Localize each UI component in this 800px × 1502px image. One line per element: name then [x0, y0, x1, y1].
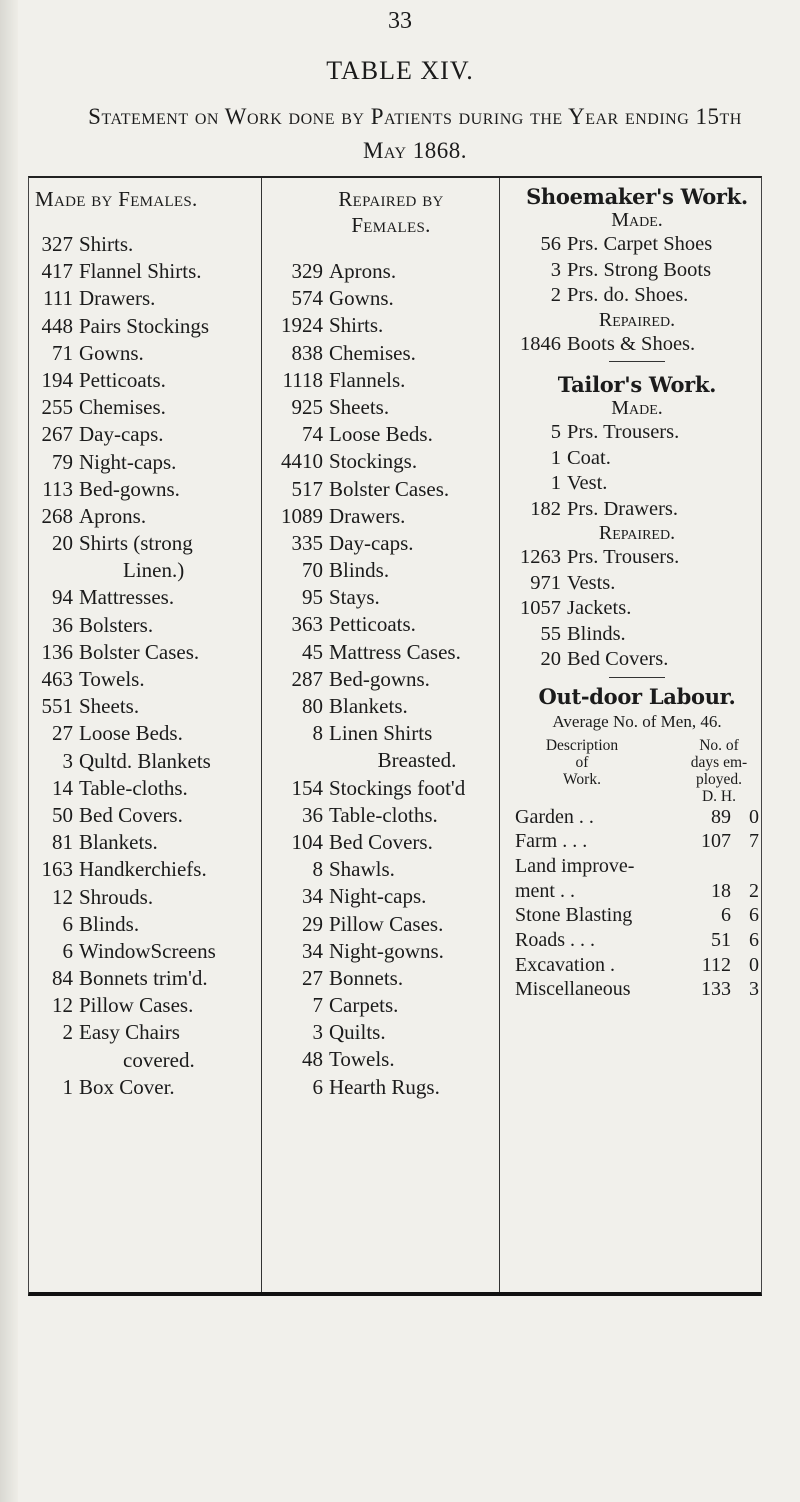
list-item: [277, 312, 505, 339]
list-item: [35, 340, 267, 367]
item-count: 417: [41, 259, 73, 284]
list-item: [35, 1047, 267, 1074]
item-description: Loose Beds.: [79, 721, 183, 746]
shoemaker-heading: Shoemaker's Work.: [526, 184, 748, 209]
item-count: 111: [43, 286, 73, 311]
item-count: 255: [41, 395, 73, 420]
item-description: Handkerchiefs.: [79, 857, 207, 882]
list-item: [277, 557, 505, 584]
hours-value: 0: [749, 953, 759, 976]
item-count: 20: [540, 648, 561, 670]
shoemaker-made-label: Made.: [611, 209, 663, 231]
tailor-repaired-label: Repaired.: [598, 522, 676, 544]
repaired-by-females-column: [277, 178, 505, 1099]
list-item: [277, 911, 505, 938]
list-item: [35, 1019, 267, 1046]
tailor-made-label: Made.: [611, 397, 663, 419]
item-description: Table-cloths.: [329, 802, 438, 827]
list-item: [277, 611, 505, 638]
work-description: Garden . .: [515, 805, 594, 828]
item-count: 36: [52, 612, 73, 637]
item-count: 70: [302, 558, 323, 583]
item-description: Stays.: [329, 585, 380, 610]
item-description: WindowScreens: [79, 938, 216, 963]
item-count: 327: [41, 232, 73, 256]
list-item: [35, 612, 267, 639]
work-description: Excavation .: [515, 953, 615, 976]
item-count: 287: [291, 666, 323, 691]
table-row: [515, 977, 759, 1002]
item-count: 2: [550, 284, 561, 306]
work-description: ment . .: [515, 879, 575, 902]
list-item: [515, 545, 759, 571]
list-item: [515, 647, 759, 673]
item-description: Blinds.: [329, 558, 390, 583]
item-description: Shirts.: [79, 232, 134, 256]
hours-value: 6: [749, 904, 759, 927]
item-count: 8: [312, 857, 323, 882]
item-description: Bed Covers.: [329, 829, 433, 854]
item-description: Stockings foot'd: [329, 775, 466, 800]
trades-column: [515, 178, 759, 1002]
item-count: 335: [291, 530, 323, 555]
item-count: 81: [52, 830, 73, 855]
item-count: 94: [52, 585, 73, 610]
list-item: [515, 420, 759, 446]
list-item: [35, 231, 267, 258]
item-count: 36: [302, 802, 323, 827]
list-item: [277, 1019, 505, 1046]
item-description: Night-caps.: [79, 449, 177, 474]
item-count: 7: [312, 993, 323, 1018]
hours-value: 6: [749, 928, 759, 951]
list-item: [35, 1074, 267, 1101]
item-description: Coat.: [567, 446, 611, 469]
list-item: [515, 622, 759, 648]
item-description: Shirts.: [329, 313, 384, 338]
table-title: TABLE XIV.: [326, 56, 474, 85]
item-count: 50: [52, 802, 73, 827]
item-count: 971: [530, 571, 561, 594]
list-item: [35, 666, 267, 693]
item-description: Table-cloths.: [79, 775, 188, 800]
item-description: Petticoats.: [79, 367, 166, 392]
list-item: [277, 693, 505, 720]
list-item: [277, 421, 505, 448]
item-description: Box Cover.: [79, 1074, 175, 1099]
table-row: [515, 903, 759, 928]
item-description: Bolster Cases.: [329, 476, 450, 501]
list-item: [277, 285, 505, 312]
hours-value: 2: [749, 879, 759, 902]
list-item: [277, 503, 505, 530]
item-description: Day-caps.: [79, 422, 164, 447]
list-item: [35, 965, 267, 992]
item-count: 3: [62, 748, 73, 773]
list-item: [277, 856, 505, 883]
item-description: Bed-gowns.: [329, 666, 430, 691]
list-item: [35, 829, 267, 856]
made-by-females-list: [35, 231, 267, 1101]
list-item: [277, 829, 505, 856]
item-description: Blankets.: [79, 830, 158, 855]
list-item: [515, 232, 759, 258]
item-count: 27: [302, 965, 323, 990]
made-by-females-column: [35, 178, 267, 1099]
item-count: 6: [62, 938, 73, 963]
list-item: [277, 965, 505, 992]
table-row: [515, 805, 759, 830]
list-item: [35, 720, 267, 747]
item-count: 268: [41, 503, 73, 528]
item-description: Blankets.: [329, 694, 408, 718]
item-description: Mattresses.: [79, 585, 175, 610]
item-count: 55: [540, 622, 561, 645]
days-header-line-3: ployed.: [695, 770, 743, 788]
item-count: 45: [302, 639, 323, 664]
item-description: Mattress Cases.: [329, 639, 461, 664]
list-item: [515, 596, 759, 622]
item-count: 71: [52, 340, 73, 365]
list-item: [277, 666, 505, 693]
item-description: Boots & Shoes.: [567, 332, 696, 355]
item-count: 34: [302, 884, 323, 909]
work-description: Roads . . .: [515, 928, 595, 951]
table-row: [515, 953, 759, 978]
item-count: 925: [291, 394, 323, 419]
shoemaker-repaired-label: Repaired.: [598, 308, 676, 331]
description-header: [515, 737, 679, 805]
table-row: [515, 829, 759, 854]
list-item: [277, 367, 505, 394]
item-description: Chemises.: [329, 340, 416, 365]
item-description: Breasted.: [377, 748, 457, 773]
table-row: [515, 879, 759, 904]
days-header: [679, 737, 759, 805]
days-hours-header: D. H.: [701, 787, 736, 805]
item-count: 104: [291, 829, 323, 854]
item-description: Linen.): [123, 558, 185, 583]
item-count: 34: [302, 938, 323, 963]
section-rule: [609, 677, 665, 678]
item-count: [35, 557, 79, 584]
statement-table: [28, 176, 762, 1296]
item-count: 551: [41, 694, 73, 719]
item-count: 6: [62, 911, 73, 936]
hours-value: 7: [749, 830, 759, 853]
item-description: Chemises.: [79, 395, 166, 420]
outdoor-table-header: [515, 737, 759, 805]
item-count: 29: [302, 911, 323, 936]
list-item: [35, 530, 267, 557]
list-item: [35, 884, 267, 911]
item-description: Linen Shirts: [329, 721, 433, 746]
list-item: [35, 992, 267, 1019]
item-count: [277, 747, 329, 774]
work-description: Land improve-: [515, 854, 635, 877]
item-description: Drawers.: [329, 503, 406, 528]
list-item: [515, 283, 759, 309]
description-header-line-1: Description: [545, 736, 619, 754]
item-count: 2: [62, 1020, 73, 1045]
item-description: Aprons.: [79, 503, 147, 528]
list-item: [277, 775, 505, 802]
work-description: Stone Blasting: [515, 904, 633, 927]
list-item: [277, 747, 505, 774]
page-number: 33: [388, 8, 412, 34]
item-count: 194: [41, 367, 73, 392]
list-item: [277, 584, 505, 611]
item-description: Aprons.: [329, 259, 397, 283]
item-count: 1118: [282, 367, 323, 392]
list-item: [35, 285, 267, 312]
item-count: 12: [52, 884, 73, 909]
list-item: [35, 639, 267, 666]
list-item: [277, 258, 505, 285]
item-description: Prs. do. Shoes.: [567, 284, 689, 306]
shoemaker-made-list: [515, 232, 759, 309]
item-description: Flannel Shirts.: [79, 259, 202, 284]
list-item: [35, 856, 267, 883]
list-item: [35, 503, 267, 530]
list-item: [35, 394, 267, 421]
list-item: [35, 693, 267, 720]
list-item: [35, 775, 267, 802]
list-item: [277, 938, 505, 965]
outdoor-average: Average No. of Men, 46.: [552, 711, 722, 731]
item-description: Petticoats.: [329, 612, 416, 637]
hours-value: 0: [749, 805, 759, 828]
item-description: Prs. Trousers.: [567, 546, 680, 568]
item-description: Vest.: [567, 472, 608, 494]
days-value: [691, 854, 731, 879]
item-description: Flannels.: [329, 367, 406, 392]
item-description: Day-caps.: [329, 530, 414, 555]
section-rule: [609, 361, 665, 362]
list-item: [277, 394, 505, 421]
list-item: [35, 938, 267, 965]
item-count: 12: [52, 993, 73, 1018]
days-value: 51: [711, 928, 731, 951]
item-count: 5: [550, 421, 561, 443]
list-item: [515, 497, 759, 523]
item-count: 267: [41, 422, 73, 447]
item-count: 20: [52, 531, 73, 556]
description-header-line-3: Work.: [563, 770, 601, 788]
item-description: Night-caps.: [329, 884, 427, 909]
item-count: 14: [52, 775, 73, 800]
hours-value: [731, 854, 759, 879]
hours-value: 3: [749, 978, 759, 1001]
item-description: Blinds.: [79, 911, 140, 936]
list-item: [277, 1074, 505, 1101]
item-count: 1: [550, 472, 561, 494]
item-count: 74: [302, 422, 323, 447]
item-description: Prs. Drawers.: [567, 497, 679, 520]
days-value: 89: [711, 805, 731, 828]
item-count: 163: [41, 857, 73, 882]
days-value: 107: [701, 830, 731, 853]
item-description: Bolster Cases.: [79, 639, 200, 664]
item-count: 113: [42, 476, 73, 501]
list-item: [35, 476, 267, 503]
list-item: [277, 1046, 505, 1073]
item-count: 56: [540, 233, 561, 255]
item-count: 1846: [520, 332, 561, 355]
tailor-heading: Tailor's Work.: [557, 372, 717, 397]
table-subtitle: Statement on Work done by Patients during the Year ending 15th May 1868.: [88, 104, 742, 163]
repaired-by-females-list: [277, 258, 505, 1101]
item-description: Shirts (strong: [79, 531, 193, 556]
days-value: 18: [711, 879, 731, 902]
item-count: 3: [550, 258, 561, 281]
item-count: 27: [52, 721, 73, 746]
list-item: [515, 332, 759, 358]
list-item: [35, 584, 267, 611]
item-count: 574: [291, 286, 323, 311]
item-description: Bed-gowns.: [79, 476, 180, 501]
item-count: 1057: [520, 597, 561, 619]
repaired-heading-line-2: Females.: [351, 213, 431, 237]
item-count: 4410: [281, 449, 323, 474]
list-item: [35, 748, 267, 775]
item-description: Bolsters.: [79, 612, 154, 637]
item-count: 1089: [281, 503, 323, 528]
list-item: [277, 720, 505, 747]
shoemaker-repaired-list: [515, 332, 759, 358]
item-description: Easy Chairs: [79, 1020, 180, 1045]
item-description: Prs. Strong Boots: [567, 258, 712, 281]
item-description: Stockings.: [329, 449, 418, 474]
table-row: [515, 854, 759, 879]
item-description: Shrouds.: [79, 884, 154, 909]
item-description: Pillow Cases.: [79, 993, 194, 1018]
list-item: [277, 883, 505, 910]
tailor-repaired-list: [515, 545, 759, 673]
item-description: Bonnets.: [329, 965, 404, 990]
page-binding-edge: [0, 0, 18, 1502]
item-count: 136: [41, 639, 73, 664]
item-description: Gowns.: [79, 340, 144, 365]
days-header-line-1: No. of: [699, 736, 739, 754]
item-description: Loose Beds.: [329, 422, 433, 447]
item-description: Sheets.: [79, 694, 140, 719]
item-description: Pillow Cases.: [329, 911, 444, 936]
list-item: [277, 340, 505, 367]
item-count: 182: [530, 497, 561, 520]
outdoor-labour-table: [515, 805, 759, 1003]
item-description: covered.: [123, 1047, 195, 1072]
outdoor-heading: Out-door Labour.: [538, 683, 736, 709]
list-item: [515, 446, 759, 472]
item-count: 1: [550, 446, 561, 469]
item-description: Sheets.: [329, 394, 390, 419]
item-description: Blinds.: [567, 622, 626, 645]
item-count: 838: [291, 340, 323, 365]
item-count: 6: [312, 1074, 323, 1099]
item-description: Bed Covers.: [79, 802, 183, 827]
item-description: Carpets.: [329, 993, 399, 1018]
repaired-by-females-heading: [277, 178, 505, 238]
item-count: 3: [312, 1020, 323, 1045]
item-count: 1: [62, 1074, 73, 1099]
item-description: Bed Covers.: [567, 648, 669, 670]
item-count: 154: [291, 775, 323, 800]
work-description: Miscellaneous: [515, 978, 631, 1001]
days-value: 6: [721, 904, 731, 927]
item-count: 95: [302, 585, 323, 610]
item-description: Hearth Rugs.: [329, 1074, 440, 1099]
table-row: [515, 928, 759, 953]
list-item: [35, 258, 267, 285]
list-item: [515, 258, 759, 284]
item-description: Night-gowns.: [329, 938, 444, 963]
item-description: Pairs Stockings: [79, 313, 210, 338]
days-value: 133: [701, 978, 731, 1001]
list-item: [35, 313, 267, 340]
item-description: Qultd. Blankets: [79, 748, 211, 773]
item-description: Quilts.: [329, 1020, 386, 1045]
item-count: 80: [302, 694, 323, 718]
item-description: Prs. Trousers.: [567, 421, 680, 443]
item-description: Towels.: [329, 1047, 395, 1072]
item-count: 48: [302, 1047, 323, 1072]
item-count: 8: [312, 721, 323, 746]
list-item: [35, 911, 267, 938]
item-description: Gowns.: [329, 286, 394, 311]
list-item: [277, 639, 505, 666]
item-count: 1263: [520, 546, 561, 568]
item-count: 84: [52, 966, 73, 991]
item-description: Towels.: [79, 667, 145, 691]
list-item: [277, 992, 505, 1019]
days-header-line-2: days em-: [690, 753, 748, 771]
item-description: Prs. Carpet Shoes: [567, 233, 713, 255]
tailor-made-list: [515, 420, 759, 522]
item-description: Jackets.: [567, 597, 632, 619]
description-header-line-2: of: [575, 753, 589, 771]
made-by-females-heading: Made by Females.: [35, 187, 198, 211]
list-item: [277, 476, 505, 503]
repaired-heading-line-1: Repaired by: [338, 187, 444, 211]
list-item: [277, 448, 505, 475]
item-count: [35, 1047, 79, 1074]
list-item: [35, 802, 267, 829]
item-count: 463: [41, 667, 73, 691]
item-count: 1924: [281, 313, 323, 338]
list-item: [35, 449, 267, 476]
item-count: 329: [291, 259, 323, 283]
work-description: Farm . . .: [515, 830, 588, 853]
item-count: 363: [291, 612, 323, 637]
item-description: Drawers.: [79, 286, 156, 311]
list-item: [35, 421, 267, 448]
item-description: Shawls.: [329, 857, 395, 882]
list-item: [515, 571, 759, 597]
item-description: Vests.: [567, 571, 616, 594]
item-description: Bonnets trim'd.: [79, 966, 208, 991]
days-value: 112: [701, 953, 731, 976]
item-count: 448: [41, 313, 73, 338]
list-item: [35, 557, 267, 584]
item-count: 517: [291, 476, 323, 501]
list-item: [35, 367, 267, 394]
list-item: [277, 530, 505, 557]
list-item: [515, 471, 759, 497]
item-count: 79: [52, 449, 73, 474]
list-item: [277, 802, 505, 829]
